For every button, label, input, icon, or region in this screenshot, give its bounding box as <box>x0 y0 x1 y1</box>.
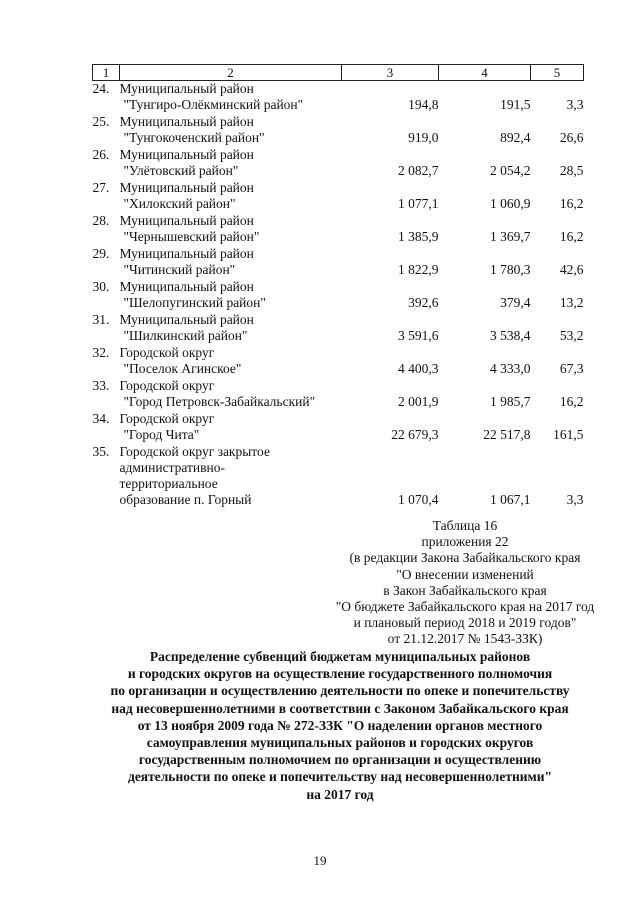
value-cell-c5: 67,3 <box>559 361 584 376</box>
municipality-name <box>120 213 342 246</box>
subsidies-table <box>92 64 584 509</box>
reference-line: и плановый период 2018 и 2019 годов" <box>353 615 577 631</box>
municipality-name <box>120 444 342 509</box>
document-title <box>60 648 620 803</box>
page-number: 19 <box>313 853 327 868</box>
table-row <box>93 279 584 312</box>
municipality-name <box>120 81 342 115</box>
title-line: от 13 ноября 2009 года № 272-ЗЗК "О наделении органов местного <box>137 717 543 733</box>
value-cell-c3: 3 591,6 <box>398 328 439 343</box>
name-line: Городской округ <box>119 411 215 426</box>
value-cell-c4: 1 985,7 <box>490 394 531 409</box>
value-cell-c3: 194,8 <box>408 97 439 112</box>
column-header: 4 <box>439 65 531 81</box>
value-cell-c3: 392,6 <box>408 295 439 310</box>
name-line: "Тунгиро-Олёкминский район" <box>123 97 304 112</box>
value-cell-c5: 161,5 <box>553 427 584 442</box>
title-line: деятельности по опеке и попечительству над несовершеннолетними" <box>127 769 553 785</box>
table-row <box>93 114 584 147</box>
row-number: 24. <box>92 81 110 96</box>
row-number: 33. <box>92 378 110 393</box>
value-cell-c4: 1 067,1 <box>490 492 531 507</box>
name-line: Городской округ <box>119 378 215 393</box>
row-number: 34. <box>92 411 110 426</box>
table-row <box>93 411 584 444</box>
column-header: 2 <box>120 65 342 81</box>
value-cell-c3: 1 385,9 <box>398 229 439 244</box>
value-cell-c3: 2 001,9 <box>398 394 439 409</box>
value-cell-c5: 16,2 <box>559 229 584 244</box>
value-cell-c3: 4 400,3 <box>398 361 439 376</box>
name-line: Муниципальный район <box>119 114 254 129</box>
name-line: "Шелопугинский район" <box>123 295 266 310</box>
value-cell-c4: 3 538,4 <box>490 328 531 343</box>
reference-line: "О бюджете Забайкальского края на 2017 год <box>335 599 595 615</box>
row-number: 29. <box>92 246 110 261</box>
row-number: 26. <box>92 147 110 162</box>
column-header: 3 <box>342 65 439 81</box>
value-cell-c3: 919,0 <box>408 130 439 145</box>
name-line: Муниципальный район <box>119 312 254 327</box>
name-line: Городской округ закрытое <box>119 444 270 459</box>
row-number: 28. <box>92 213 110 228</box>
value-cell-c4: 379,4 <box>500 295 531 310</box>
value-cell-c4: 2 054,2 <box>490 163 531 178</box>
row-number: 35. <box>92 444 110 459</box>
municipality-name <box>120 246 342 279</box>
value-cell-c5: 3,3 <box>566 97 584 112</box>
value-cell-c5: 28,5 <box>559 163 584 178</box>
name-line: "Город Чита" <box>123 427 200 442</box>
reference-line: (в редакции Закона Забайкальского края <box>349 550 581 566</box>
value-cell-c4: 1 780,3 <box>490 262 531 277</box>
title-line: Распределение субвенций бюджетам муниципальных районов <box>149 649 531 664</box>
table-row <box>93 246 584 279</box>
name-line: "Поселок Агинское" <box>123 361 242 376</box>
title-line: государственным полномочием по организации и осуществлению <box>138 752 542 768</box>
name-line: "Город Петровск-Забайкальский" <box>123 394 316 409</box>
value-cell-c4: 4 333,0 <box>490 361 531 376</box>
table-header-row <box>93 65 584 81</box>
table-row <box>93 444 584 509</box>
municipality-name <box>120 114 342 147</box>
value-cell-c4: 1 060,9 <box>490 196 531 211</box>
name-line: "Шилкинский район" <box>123 328 248 343</box>
name-line: "Чернышевский район" <box>123 229 260 244</box>
table-row <box>93 345 584 378</box>
name-line: "Улётовский район" <box>123 163 239 178</box>
title-line: самоуправления муниципальных районов и городских округов <box>146 735 534 751</box>
value-cell-c3: 1 070,4 <box>398 492 439 507</box>
municipality-name <box>120 147 342 180</box>
value-cell-c3: 22 679,3 <box>391 427 439 442</box>
value-cell-c5: 42,6 <box>559 262 584 277</box>
reference-line: Таблица 16 <box>432 518 498 533</box>
title-line: по организации и осуществлению деятельности по опеке и попечительству <box>110 683 570 699</box>
value-cell-c3: 2 082,7 <box>398 163 439 178</box>
name-line: Муниципальный район <box>119 81 254 96</box>
row-number: 30. <box>92 279 110 294</box>
reference-line: "О внесении изменений <box>396 566 534 582</box>
municipality-name <box>120 411 342 444</box>
name-line: Муниципальный район <box>119 246 254 261</box>
name-line: Городской округ <box>119 345 215 360</box>
table-row <box>93 213 584 246</box>
name-line: Муниципальный район <box>119 147 254 162</box>
reference-line: приложения 22 <box>421 534 509 550</box>
municipality-name <box>120 312 342 345</box>
municipality-name <box>120 279 342 312</box>
name-line: "Читинский район" <box>123 262 236 277</box>
value-cell-c3: 1 822,9 <box>398 262 439 277</box>
municipality-name <box>120 345 342 378</box>
value-cell-c5: 53,2 <box>559 328 584 343</box>
value-cell-c4: 1 369,7 <box>490 229 531 244</box>
reference-line: от 21.12.2017 № 1543-ЗЗК) <box>387 631 543 647</box>
municipality-name <box>120 180 342 213</box>
value-cell-c5: 3,3 <box>566 492 584 507</box>
value-cell-c4: 191,5 <box>500 97 531 112</box>
table-reference-note <box>320 518 610 648</box>
value-cell-c5: 13,2 <box>559 295 584 310</box>
name-line: "Тунгокоченский район" <box>123 130 265 145</box>
value-cell-c5: 16,2 <box>559 394 584 409</box>
reference-line: в Закон Забайкальского края <box>383 582 547 598</box>
column-header: 1 <box>93 65 120 81</box>
table-row <box>93 81 584 115</box>
value-cell-c5: 16,2 <box>559 196 584 211</box>
name-line: территориальное <box>119 476 218 491</box>
name-line: Муниципальный район <box>119 213 254 228</box>
row-number: 27. <box>92 180 110 195</box>
value-cell-c4: 892,4 <box>500 130 531 145</box>
table-row <box>93 312 584 345</box>
name-line: образование п. Горный <box>119 492 252 507</box>
table-row <box>93 147 584 180</box>
title-line: и городских округов на осуществление государственного полномочия <box>127 666 553 682</box>
title-line: на 2017 год <box>306 786 374 802</box>
row-number: 31. <box>92 312 110 327</box>
table-row <box>93 378 584 411</box>
value-cell-c3: 1 077,1 <box>398 196 439 211</box>
name-line: Муниципальный район <box>119 180 254 195</box>
name-line: административно- <box>119 460 225 475</box>
row-number: 32. <box>92 345 110 360</box>
name-line: Муниципальный район <box>119 279 254 294</box>
title-line: над несовершеннолетними в соответствии с Законом Забайкальского края <box>111 700 569 716</box>
row-number: 25. <box>92 114 110 129</box>
municipality-name <box>120 378 342 411</box>
table-row <box>93 180 584 213</box>
value-cell-c4: 22 517,8 <box>483 427 531 442</box>
value-cell-c5: 26,6 <box>559 130 584 145</box>
column-header: 5 <box>531 65 584 81</box>
name-line: "Хилокский район" <box>123 196 236 211</box>
